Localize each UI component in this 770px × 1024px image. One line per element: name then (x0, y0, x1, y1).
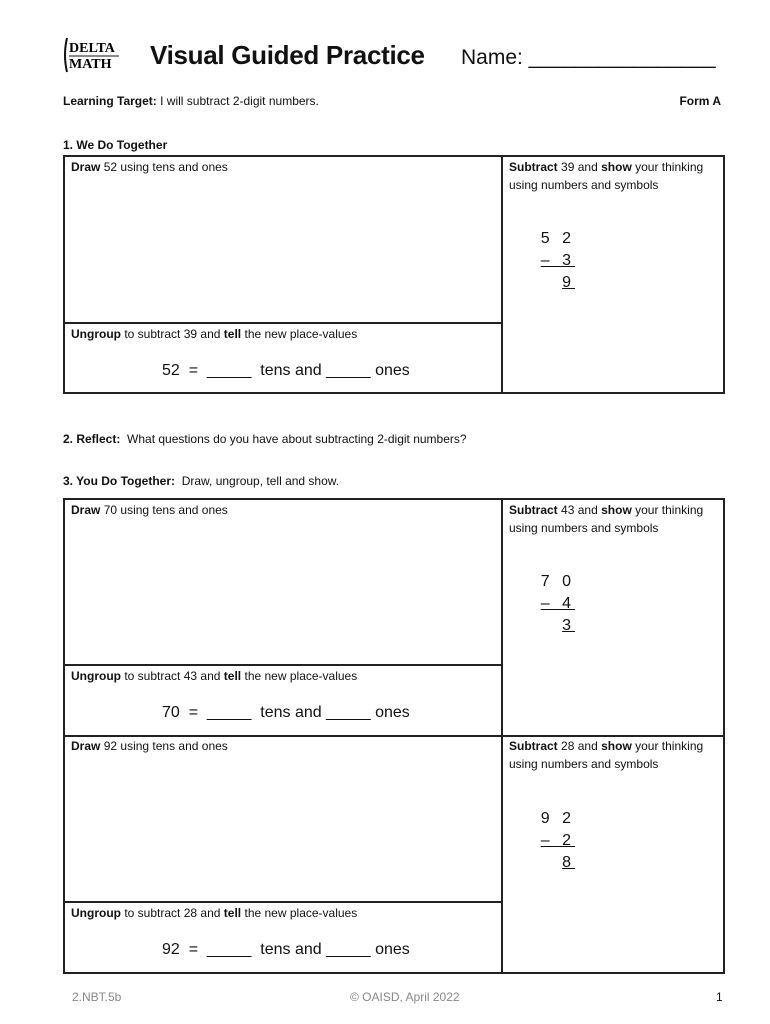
problem-2-draw-area[interactable] (70, 520, 495, 660)
delta-math-logo (63, 36, 123, 74)
form-label: Form A (679, 94, 721, 108)
problem-2-minuend: 7 0 (540, 573, 575, 590)
problem-1-vertical-subtraction[interactable] (525, 228, 575, 294)
problem-3-draw-instruction: Draw 92 using tens and ones (71, 739, 228, 753)
section-1-heading: 1. We Do Together (63, 138, 168, 152)
problem-1-draw-area[interactable] (70, 178, 495, 318)
problem-2-ungroup-instruction: Ungroup to subtract 43 and tell the new place-values (71, 669, 358, 683)
problem-3-vertical-subtraction[interactable] (525, 808, 575, 874)
problem-2-subtrahend: – 4 3 (540, 595, 575, 634)
copyright: © OAISD, April 2022 (350, 990, 460, 1004)
problem-1-minuend: 5 2 (540, 230, 575, 247)
problem-1-draw-instruction: Draw 52 using tens and ones (71, 160, 228, 174)
problem-2-subtract-instruction: Subtract 43 and show your thinking using numbers and symbols (509, 503, 704, 535)
problem-3-equation[interactable]: 92 = _____ tens and _____ ones (162, 941, 410, 958)
problem-3-minuend: 9 2 (540, 810, 575, 827)
logo-text-top: DELTA (69, 41, 115, 56)
problem-3-draw-area[interactable] (70, 757, 495, 897)
problem-3-ungroup-instruction: Ungroup to subtract 28 and tell the new place-values (71, 906, 358, 920)
problem-1-subtract-instruction: Subtract 39 and show your thinking using numbers and symbols (509, 160, 704, 192)
logo-text-bottom: MATH (69, 57, 112, 72)
section-2-reflect: 2. Reflect: What questions do you have about subtracting 2-digit numbers? (63, 432, 467, 446)
standard-code: 2.NBT.5b (72, 990, 122, 1004)
problem-2-draw-instruction: Draw 70 using tens and ones (71, 503, 228, 517)
learning-target-label: Learning Target: (63, 94, 157, 108)
problem-1-ungroup-instruction: Ungroup to subtract 39 and tell the new place-values (71, 327, 358, 341)
problem-2-vertical-subtraction[interactable] (525, 571, 575, 637)
problem-3-subtrahend: – 2 8 (540, 832, 575, 871)
page-number: 1 (716, 990, 723, 1004)
learning-target-text: I will subtract 2-digit numbers. (160, 94, 319, 108)
problem-1-equation[interactable]: 52 = _____ tens and _____ ones (162, 362, 410, 379)
learning-target (63, 94, 319, 108)
problem-1-subtrahend: – 3 9 (540, 252, 575, 291)
section-3-heading: 3. You Do Together: Draw, ungroup, tell and show. (63, 474, 340, 488)
problem-2-equation[interactable]: 70 = _____ tens and _____ ones (162, 704, 410, 721)
page-title: Visual Guided Practice (150, 40, 425, 70)
delta-math-logo-icon (63, 36, 123, 74)
problem-3-subtract-instruction: Subtract 28 and show your thinking using numbers and symbols (509, 739, 704, 771)
name-field-label: Name: ________________ (461, 46, 716, 69)
